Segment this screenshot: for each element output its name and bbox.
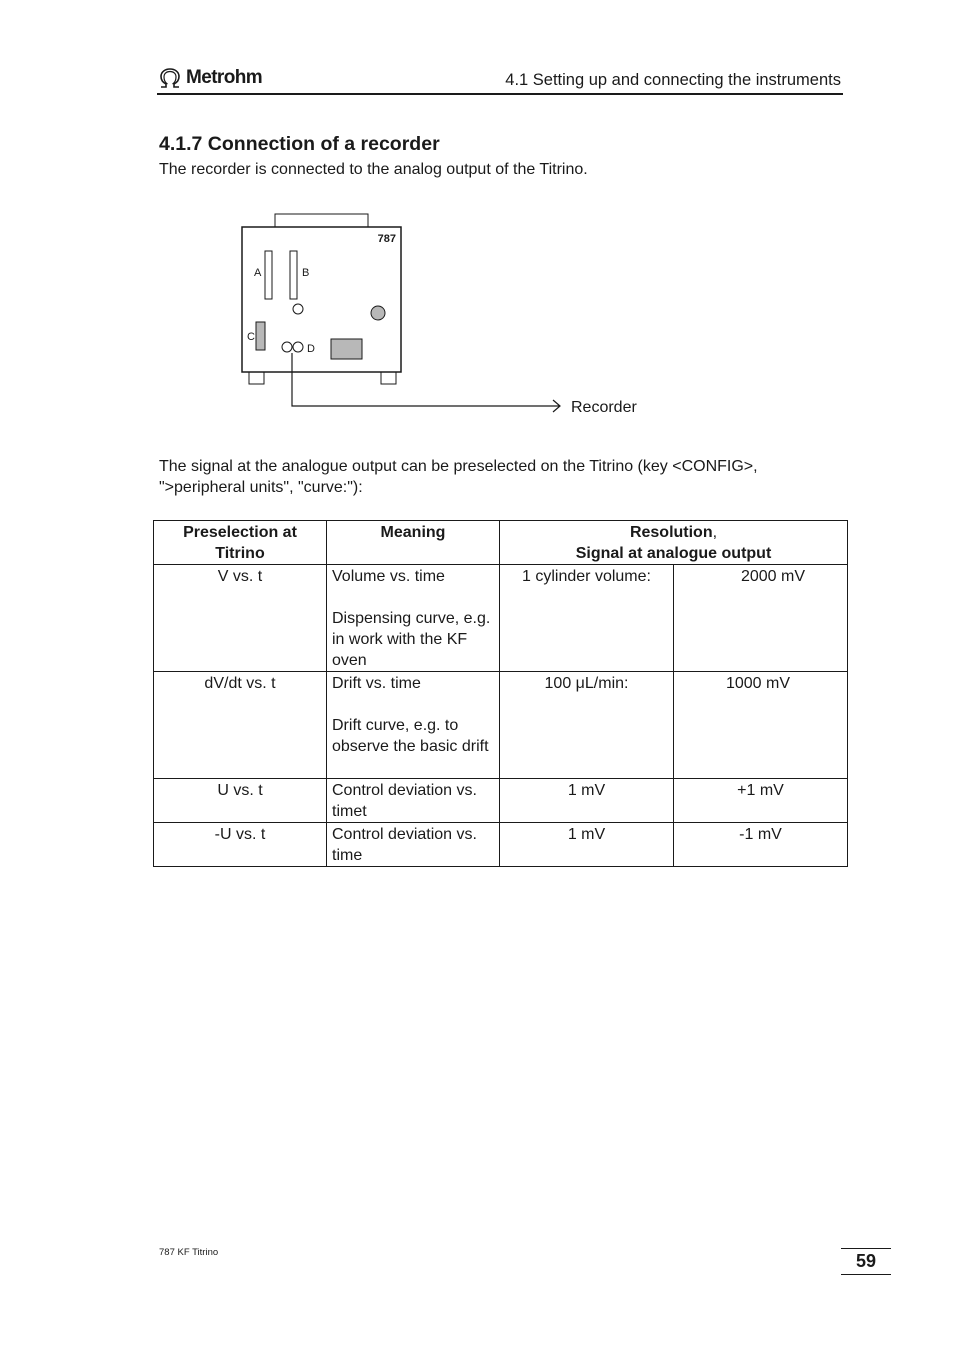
recorder-label: Recorder (571, 399, 637, 416)
model-label: 787 (377, 233, 396, 245)
connector-b-label: B (302, 267, 310, 279)
table-row (154, 565, 848, 672)
preselection-table (153, 520, 848, 867)
cell-resolution: 100 μL/min: (500, 672, 674, 779)
connector-a-slot (265, 251, 272, 299)
cell-resolution: 1 cylinder volume: (500, 565, 674, 672)
table-row (154, 779, 848, 823)
grey-knob (371, 306, 385, 320)
cell-signal: +1 mV (674, 779, 848, 823)
connector-d-jack-2 (293, 342, 303, 352)
cell-meaning: Volume vs. time Dispensing curve, e.g. in work with the KF oven (327, 565, 500, 672)
page-number-rule-top (841, 1248, 891, 1249)
table-header-row (154, 521, 848, 565)
cell-signal: 1000 mV (674, 672, 848, 779)
cell-preselection: -U vs. t (154, 823, 327, 867)
brand-name: Metrohm (186, 67, 263, 88)
cell-preselection: V vs. t (154, 565, 327, 672)
footer-product: 787 KF Titrino (159, 1247, 219, 1258)
connector-b-slot (290, 251, 297, 299)
connector-a-label: A (254, 267, 262, 279)
table-row (154, 672, 848, 779)
cell-meaning: Drift vs. time Drift curve, e.g. to observe the basic drift (327, 672, 500, 779)
recorder-cable-line (292, 353, 559, 406)
header-preselection: Preselection at Titrino (154, 521, 327, 565)
intro-paragraph: The recorder is connected to the analog output of the Titrino. (159, 161, 588, 178)
header-rule (157, 93, 843, 95)
rear-panel-diagram (230, 205, 660, 425)
connector-d-label: D (307, 343, 315, 355)
cell-preselection: U vs. t (154, 779, 327, 823)
connector-d-jack-1 (282, 342, 292, 352)
table-row (154, 823, 848, 867)
header-resolution: Resolution, Signal at analogue output (500, 521, 848, 565)
page-number-rule-bottom (841, 1274, 891, 1275)
cell-resolution: 1 mV (500, 823, 674, 867)
running-header: 4.1 Setting up and connecting the instruments (505, 71, 841, 89)
cell-meaning: Control deviation vs. time (327, 823, 500, 867)
cell-signal: 2000 mV (674, 565, 848, 672)
grey-module (331, 339, 362, 359)
signal-paragraph: The signal at the analogue output can be preselected on the Titrino (key <CONFIG>, ">peripheral units", "curve:"): (159, 458, 758, 496)
cell-signal: -1 mV (674, 823, 848, 867)
header-meaning: Meaning (327, 521, 500, 565)
section-title: 4.1.7 Connection of a recorder (159, 133, 440, 155)
jack-circle (293, 304, 303, 314)
page-number: 59 (855, 1251, 877, 1271)
brand-logo (158, 66, 262, 90)
top-connector-strip (275, 214, 368, 227)
foot-left (249, 372, 264, 384)
connector-c-label: C (247, 331, 255, 343)
cell-preselection: dV/dt vs. t (154, 672, 327, 779)
omega-logo-icon (158, 67, 182, 89)
cell-resolution: 1 mV (500, 779, 674, 823)
cell-meaning: Control deviation vs. timet (327, 779, 500, 823)
connector-c-slot (256, 322, 265, 350)
foot-right (381, 372, 396, 384)
